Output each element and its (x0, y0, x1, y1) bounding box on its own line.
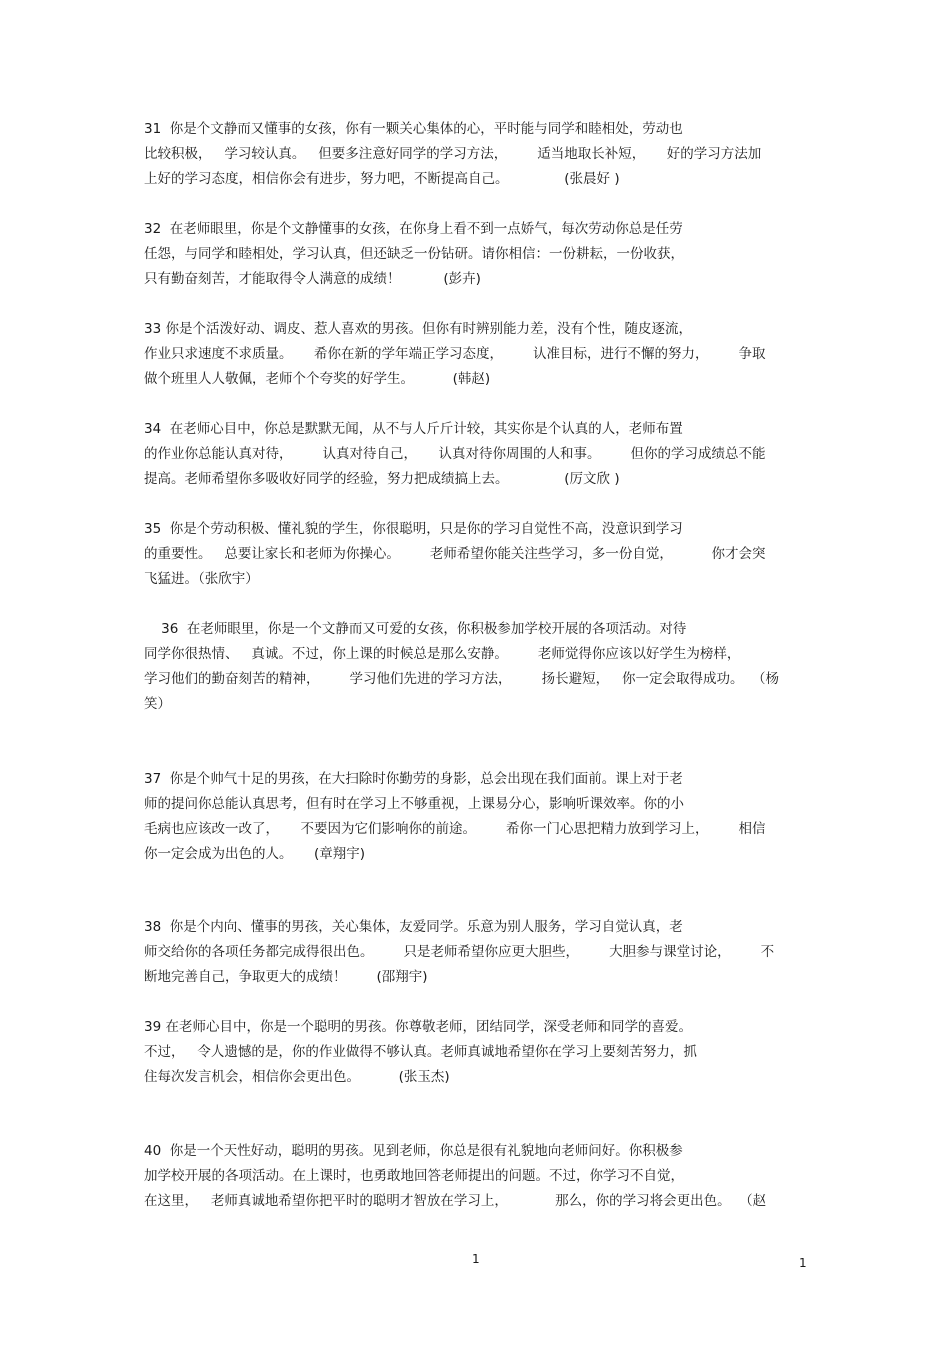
entry-line: 39 在老师心目中，你是一个聪明的男孩。你尊敬老师，团结同学，深受老师和同学的喜爱。 (144, 1019, 692, 1035)
entry-line: 断地完善自己，争取更大的成绩！ (邵翔宇) (144, 969, 428, 985)
entry-line: 同学你很热情、 真诚。不过，你上课的时候总是那么安静。 老师觉得你应该以好学生为榜样， (144, 646, 741, 662)
entry-line: 32 在老师眼里，你是个文静懂事的女孩，在你身上看不到一点娇气，每次劳动你总是任劳 (144, 221, 683, 237)
entry-line: 加学校开展的各项活动。在上课时，也勇敢地回答老师提出的问题。不过，你学习不自觉， (144, 1168, 684, 1184)
entry-line: 任怨，与同学和睦相处，学习认真，但还缺乏一份钻研。请你相信：一份耕耘，一份收获， (144, 246, 684, 262)
entry-line: 只有勤奋刻苦，才能取得令人满意的成绩！ (彭卉) (144, 271, 481, 287)
entry-line: 38 你是个内向、懂事的男孩，关心集体，友爱同学。乐意为别人服务，学习自觉认真，老 (144, 919, 683, 935)
entry-line: 住每次发言机会，相信你会更出色。 (张玉杰) (144, 1069, 450, 1085)
entry-line: 33 你是个活泼好动、调皮、惹人喜欢的男孩。但你有时辨别能力差，没有个性，随皮逐流， (144, 321, 692, 337)
entry-line: 师交给你的各项任务都完成得很出色。 只是老师希望你应更大胆些， 大胆参与课堂讨论， 不 (144, 944, 775, 960)
entry-line: 31 你是个文静而又懂事的女孩，你有一颗关心集体的心，平时能与同学和睦相处，劳动也 (144, 121, 683, 137)
entry-line: 师的提问你总能认真思考，但有时在学习上不够重视，上课易分心，影响听课效率。你的小 (144, 796, 684, 812)
entry-line: 笑） (144, 696, 171, 712)
entry-line: 做个班里人人敬佩，老师个个夸奖的好学生。 (韩赵) (144, 371, 491, 387)
entry-line: 毛病也应该改一改了， 不要因为它们影响你的前途。 希你一门心思把精力放到学习上， 相信 (144, 821, 766, 837)
entry-line: 35 你是个劳动积极、懂礼貌的学生，你很聪明，只是你的学习自觉性不高，没意识到学习 (144, 521, 683, 537)
entry-line: 学习他们的勤奋刻苦的精神， 学习他们先进的学习方法， 扬长避短， 你一定会取得成功。 （杨 (144, 671, 780, 687)
entry-line: 的重要性。 总要让家长和老师为你操心。 老师希望你能关注些学习，多一份自觉， 你才会突 (144, 546, 766, 562)
entry-line: 40 你是一个天性好动，聪明的男孩。见到老师，你总是很有礼貌地向老师问好。你积极参 (144, 1143, 683, 1159)
page-number-right: 1 (799, 1256, 807, 1270)
entry-line: 不过， 令人遗憾的是，你的作业做得不够认真。老师真诚地希望你在学习上要刻苦努力，抓 (144, 1044, 697, 1060)
entry-line: 的作业你总能认真对待， 认真对待自己， 认真对待你周围的人和事。 但你的学习成绩总不能 (144, 446, 766, 462)
entry-line: 上好的学习态度，相信你会有进步，努力吧，不断提高自己。 (张晨好 ) (144, 171, 620, 187)
entry-line: 在这里， 老师真诚地希望你把平时的聪明才智放在学习上， 那么，你的学习将会更出色。 （赵 (144, 1193, 767, 1209)
entry-line: 飞猛进。（张欣宇） (144, 571, 259, 587)
entry-line: 提高。老师希望你多吸收好同学的经验，努力把成绩搞上去。 (厉文欣 ) (144, 471, 620, 487)
entry-line: 你一定会成为出色的人。 (章翔宇) (144, 846, 365, 862)
entry-line: 34 在老师心目中，你总是默默无闻，从不与人斤斤计较，其实你是个认真的人，老师布置 (144, 421, 683, 437)
page-number-center: 1 (472, 1252, 480, 1266)
entry-line: 37 你是个帅气十足的男孩，在大扫除时你勤劳的身影，总会出现在我们面前。课上对于老 (144, 771, 683, 787)
entry-line: 作业只求速度不求质量。 希你在新的学年端正学习态度， 认准目标，进行不懈的努力， 争取 (144, 346, 766, 362)
entry-line: 36 在老师眼里，你是一个文静而又可爱的女孩，你积极参加学校开展的各项活动。对待 (144, 621, 687, 637)
entry-line: 比较积极， 学习较认真。 但要多注意好同学的学习方法， 适当地取长补短， 好的学习方法加 (144, 146, 762, 162)
